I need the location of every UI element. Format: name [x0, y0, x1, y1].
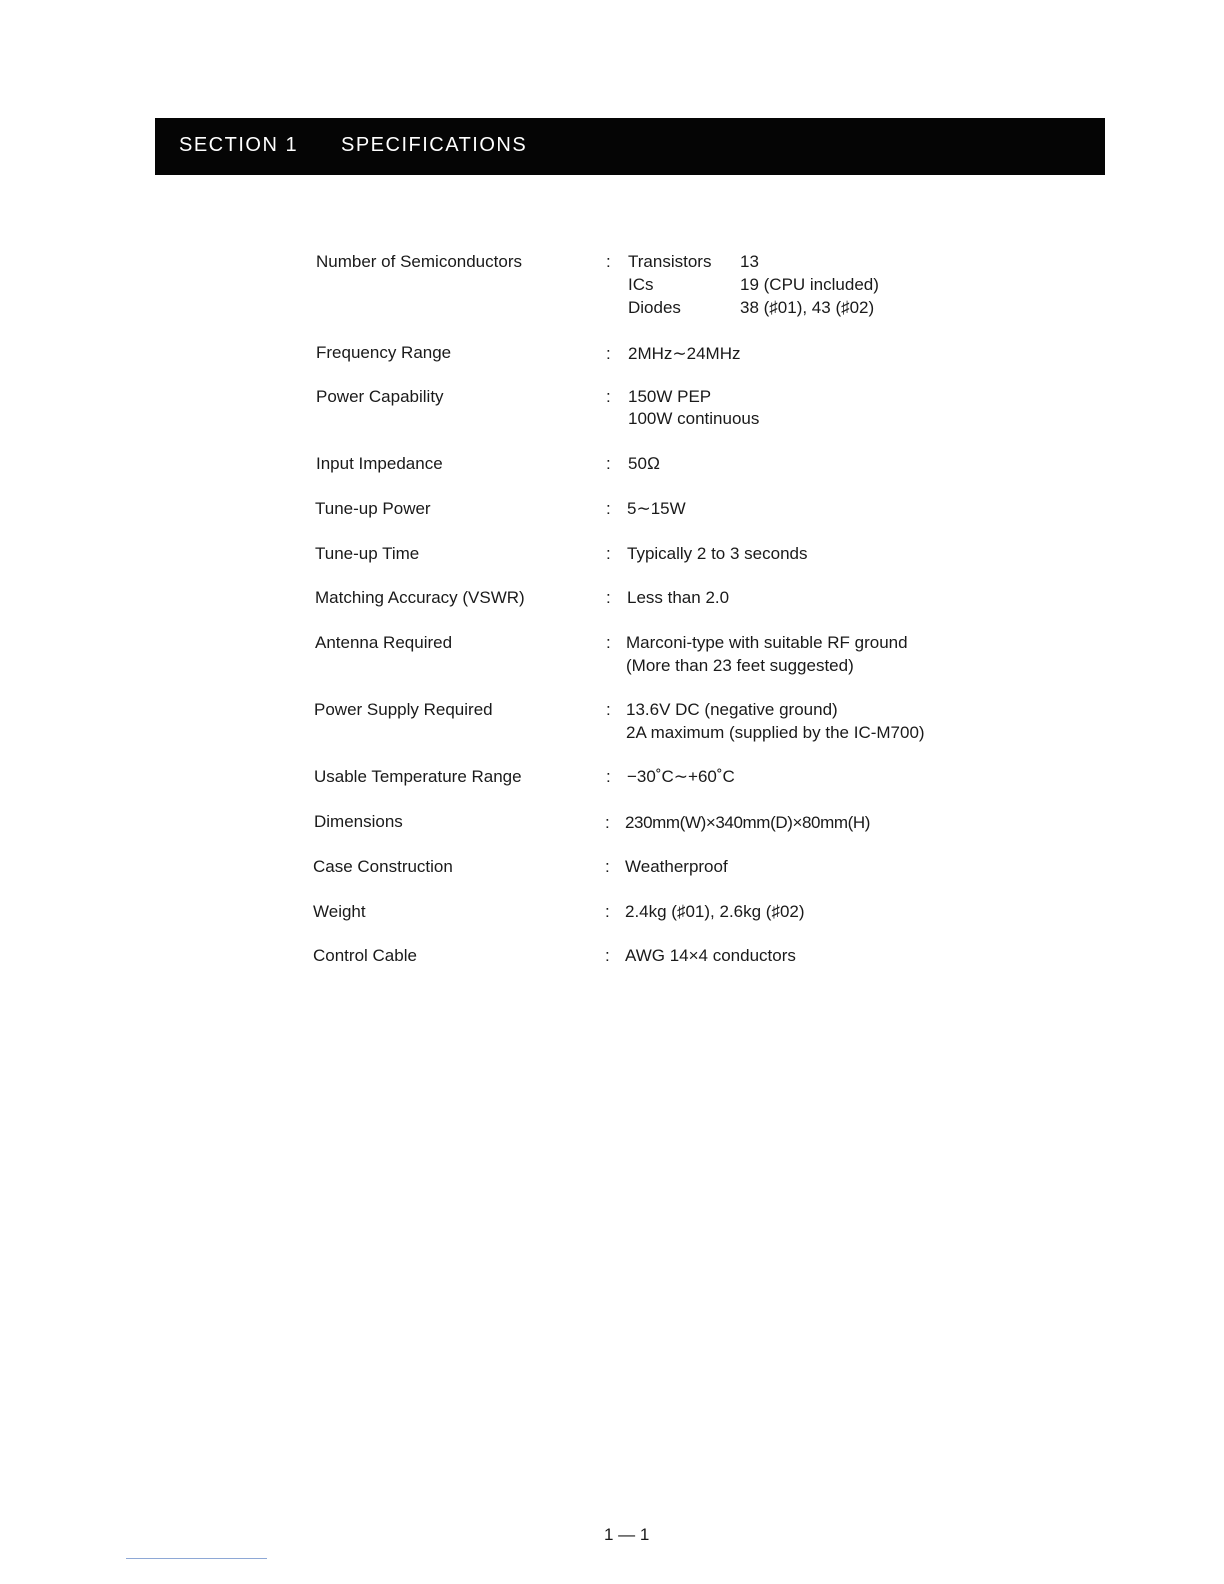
spec-colon: :	[605, 857, 610, 876]
spec-value-power-supply-2: 2A maximum (supplied by the IC-M700)	[626, 723, 925, 742]
spec-sub-name-transistors: Transistors	[628, 252, 712, 271]
spec-value-tuneup-power: 5∼15W	[627, 499, 686, 518]
spec-value-power-supply-1: 13.6V DC (negative ground)	[626, 700, 838, 719]
spec-colon: :	[606, 344, 611, 363]
section-header	[155, 118, 1105, 175]
spec-label-case-construction: Case Construction	[313, 857, 453, 876]
spec-label-tuneup-time: Tune-up Time	[315, 544, 420, 563]
spec-colon: :	[606, 633, 611, 652]
spec-colon: :	[606, 588, 611, 607]
spec-sub-value-transistors: 13	[740, 252, 759, 271]
spec-label-frequency-range: Frequency Range	[316, 343, 452, 362]
section-title: SPECIFICATIONS	[341, 134, 528, 156]
spec-sub-value-ics: 19 (CPU included)	[740, 275, 879, 294]
spec-colon: :	[606, 499, 611, 518]
spec-label-tuneup-power: Tune-up Power	[315, 499, 431, 518]
spec-value-input-impedance: 50Ω	[628, 454, 660, 473]
spec-value-power-capability-2: 100W continuous	[628, 409, 760, 428]
spec-value-antenna-required-1: Marconi-type with suitable RF ground	[626, 633, 908, 652]
spec-label-power-capability: Power Capability	[316, 387, 444, 406]
spec-colon: :	[606, 767, 611, 786]
spec-colon: :	[606, 700, 611, 719]
spec-value-power-capability-1: 150W PEP	[628, 387, 712, 406]
spec-sub-name-ics: ICs	[628, 275, 654, 294]
spec-value-case-construction: Weatherproof	[625, 857, 728, 876]
spec-label-matching-accuracy: Matching Accuracy (VSWR)	[315, 588, 525, 607]
spec-value-matching-accuracy: Less than 2.0	[627, 588, 730, 607]
spec-value-frequency-range: 2MHz∼24MHz	[628, 344, 741, 363]
spec-value-antenna-required-2: (More than 23 feet suggested)	[626, 656, 854, 675]
spec-colon: :	[605, 902, 610, 921]
spec-label-control-cable: Control Cable	[313, 946, 417, 965]
page-number: 1 — 1	[604, 1525, 650, 1544]
spec-label-weight: Weight	[313, 902, 366, 921]
footer-rule	[126, 1558, 267, 1559]
spec-label-power-supply: Power Supply Required	[314, 700, 493, 719]
spec-value-temperature-range: −30˚C∼+60˚C	[627, 767, 735, 786]
spec-value-dimensions: 230mm(W)×340mm(D)×80mm(H)	[625, 813, 871, 832]
spec-label-input-impedance: Input Impedance	[316, 454, 443, 473]
spec-sub-name-diodes: Diodes	[628, 298, 681, 317]
spec-label-antenna-required: Antenna Required	[315, 633, 453, 652]
spec-label-dimensions: Dimensions	[314, 812, 403, 831]
spec-colon: :	[605, 813, 610, 832]
spec-value-weight: 2.4kg (♯01), 2.6kg (♯02)	[625, 902, 805, 921]
spec-colon: :	[606, 454, 611, 473]
section-number: SECTION 1	[179, 134, 299, 156]
spec-label-semiconductors: Number of Semiconductors	[316, 252, 522, 271]
spec-colon: :	[606, 387, 611, 406]
spec-sub-value-diodes: 38 (♯01), 43 (♯02)	[740, 298, 875, 317]
spec-colon: :	[605, 946, 610, 965]
spec-value-tuneup-time: Typically 2 to 3 seconds	[627, 544, 808, 563]
spec-colon: :	[606, 252, 611, 271]
spec-colon: :	[606, 544, 611, 563]
spec-label-temperature-range: Usable Temperature Range	[314, 767, 522, 786]
spec-value-control-cable: AWG 14×4 conductors	[625, 946, 796, 965]
